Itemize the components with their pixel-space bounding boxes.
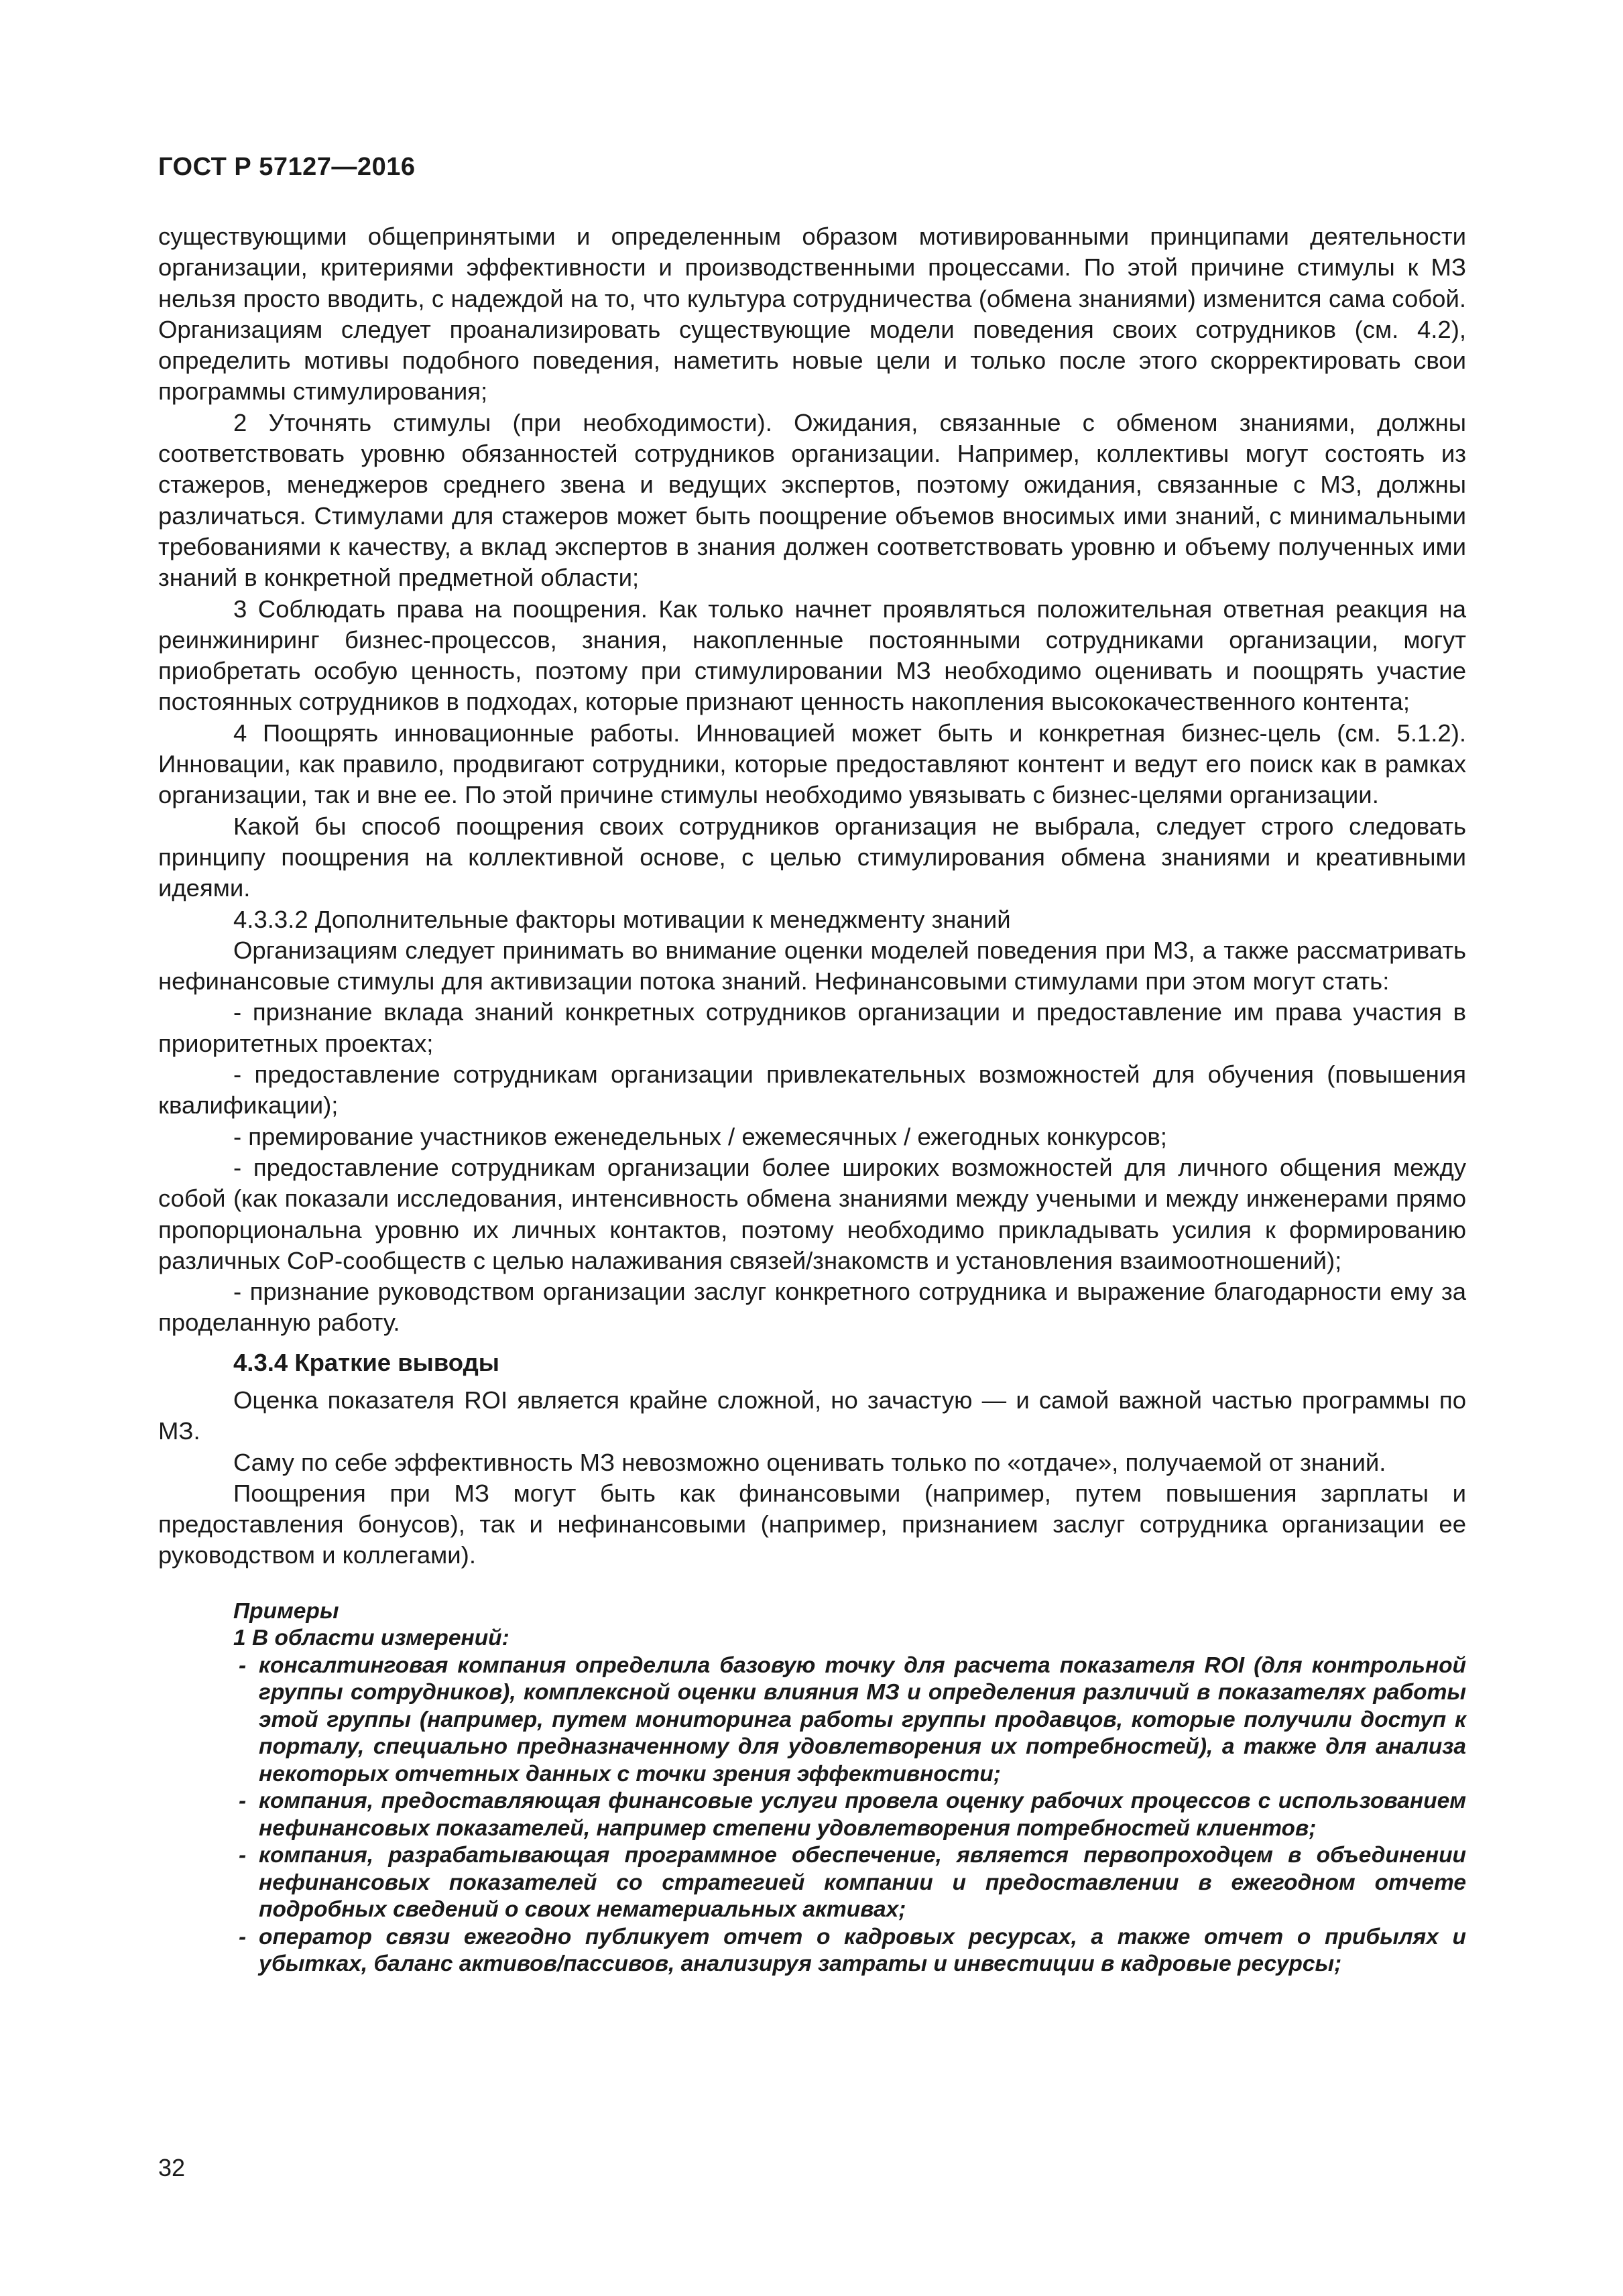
list-item: - предоставление сотрудникам организации более широких возможностей для личного общения между собой (как показали исследования, интенсивность обмена знаниями между учеными и между инженерами прямо пропорциональна уровню их личных контактов, поэтому необходимо прикладывать усилия к формированию различных CoP-сообществ с целью налаживания связей/знакомств и установления взаимоотношений); [158, 1153, 1466, 1274]
examples-subtitle: 1 В области измерений: [233, 1626, 509, 1651]
paragraph: Какой бы способ поощрения своих сотрудников организация не выбрала, следует строго следовать принципу поощрения на коллективной основе, с целью стимулирования обмена знаниями и креативными идеями. [158, 812, 1466, 902]
list-item: - признание вклада знаний конкретных сотрудников организации и предоставление им права участия в приоритетных проектах; [158, 998, 1466, 1057]
example-item: - оператор связи ежегодно публикует отчет о кадровых ресурсах, а также отчет о прибылях и убытках, баланс активов/пассивов, анализируя затраты и инвестиции в кадровые ресурсы; [239, 1924, 1466, 1977]
examples-list [233, 1652, 1466, 1978]
example-item: - компания, предоставляющая финансовые услуги провела оценку рабочих процессов с использованием нефинансовых показателей, например степени удовлетворения потребностей клиентов; [239, 1789, 1466, 1841]
example-item: - консалтинговая компания определила базовую точку для расчета показателя ROI (для контрольной группы сотрудников), комплексной оценки влияния МЗ и определения различий в показателях работы этой группы (например, путем мониторинга работы группы продавцов, которые получили доступ к порталу, специально предназначенному для удовлетворения их потребностей), а также для анализа некоторых отчетных данных с точки зрения эффективности; [239, 1652, 1466, 1787]
list-item: - премирование участников еженедельных / ежемесячных / ежегодных конкурсов; [233, 1122, 1167, 1150]
example-item: - компания, разрабатывающая программное обеспечение, является первопроходцем в объединении нефинансовых показателей со стратегией компании и предоставлении в ежегодном отчете подробных сведений о своих нематериальных активах; [239, 1843, 1466, 1923]
examples-block [158, 1598, 1466, 1978]
paragraph: Поощрения при МЗ могут быть как финансовыми (например, путем повышения зарплаты и предоставления бонусов), так и нефинансовыми (например, признанием заслуг сотрудника организации ее руководством и коллегами). [158, 1479, 1466, 1569]
paragraph: существующими общепринятыми и определенным образом мотивированными принципами деятельности организации, критериями эффективности и производственными процессами. По этой причине стимулы к МЗ нельзя просто вводить, с надеждой на то, что культура сотрудничества (обмена знаниями) изменится сама собой. Организациям следует проанализировать существующие модели поведения своих сотрудников (см. 4.2), определить мотивы подобного поведения, наметить новые цели и только после этого скорректировать свои программы стимулирования; [158, 223, 1466, 406]
page-body [158, 221, 1466, 1978]
paragraph: Организациям следует принимать во внимание оценки моделей поведения при МЗ, а также рассматривать нефинансовые стимулы для активизации потока знаний. Нефинансовыми стимулами при этом могут стать: [158, 936, 1466, 995]
page-number: 32 [158, 2154, 186, 2181]
list-item: - признание руководством организации заслуг конкретного сотрудника и выражение благодарности ему за проделанную работу. [158, 1278, 1466, 1337]
examples-title: Примеры [233, 1598, 339, 1624]
paragraph: 4 Поощрять инновационные работы. Инновацией может быть и конкретная бизнес-цель (см. 5.1.2). Инновации, как правило, продвигают сотрудники, которые предоставляют контент и ведут его поиск как в рамках организации, так и вне ее. По этой причине стимулы необходимо увязывать с бизнес-целями организации. [158, 719, 1466, 809]
list-item: - предоставление сотрудникам организации привлекательных возможностей для обучения (повышения квалификации); [158, 1061, 1466, 1120]
paragraph: Оценка показателя ROI является крайне сложной, но зачастую — и самой важной частью программы по МЗ. [158, 1386, 1466, 1445]
subsection-title: 4.3.3.2 Дополнительные факторы мотивации к менеджменту знаний [233, 905, 1011, 933]
paragraph: 2 Уточнять стимулы (при необходимости). Ожидания, связанные с обменом знаниями, должны соответствовать уровню обязанностей сотрудников организации. Например, коллективы могут состоять из стажеров, менеджеров среднего звена и ведущих экспертов, поэтому ожидания, связанные с МЗ, должны различаться. Стимулами для стажеров может быть поощрение объемов вносимых ими знаний, с минимальными требованиями к качеству, а вклад экспертов в знания должен соответствовать уровню и объему полученных ими знаний в конкретной предметной области; [158, 408, 1466, 592]
document-code-header: ГОСТ Р 57127—2016 [158, 153, 416, 181]
paragraph: Саму по себе эффективность МЗ невозможно оценивать только по «отдаче», получаемой от знаний. [233, 1448, 1386, 1476]
section-heading: 4.3.4 Краткие выводы [233, 1348, 499, 1376]
paragraph: 3 Соблюдать права на поощрения. Как только начнет проявляться положительная ответная реакция на реинжиниринг бизнес-процессов, знания, накопленные постоянными сотрудниками организации, могут приобретать особую ценность, поэтому при стимулировании МЗ необходимо оценивать и поощрять участие постоянных сотрудников в подходах, которые признают ценность накопления высококачественного контента; [158, 595, 1466, 716]
